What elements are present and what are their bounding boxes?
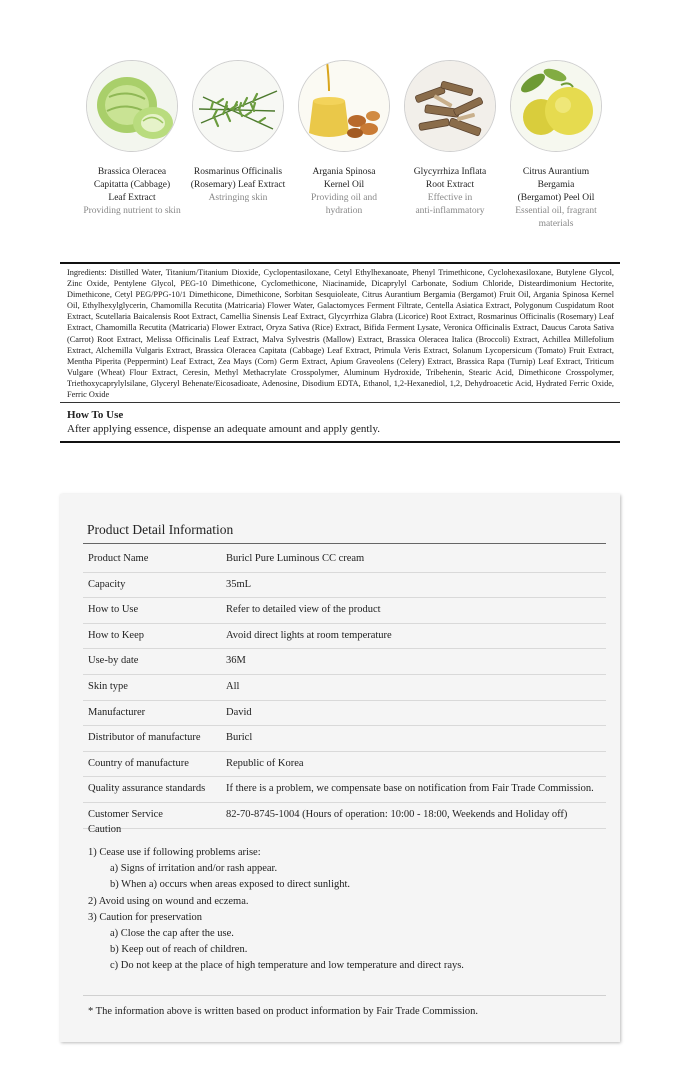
ingredient-card-bergamot (504, 60, 608, 231)
detail-value: Buricl Pure Luminous CC cream (226, 553, 365, 564)
licorice-root-icon (404, 60, 496, 152)
ingredients-section (60, 262, 620, 443)
how-to-use-title: How To Use (67, 409, 124, 422)
detail-row-how-to-use (83, 598, 606, 624)
product-detail-panel (60, 494, 620, 1042)
detail-row-product-name (83, 547, 606, 573)
detail-row-capacity (83, 573, 606, 599)
detail-row-customer-service (83, 803, 606, 829)
how-to-use-text: After applying essence, dispense an adequate amount and apply gently. (67, 423, 380, 436)
detail-key: Product Name (88, 553, 149, 564)
detail-key: Use-by date (88, 655, 139, 667)
how-to-use-section (60, 402, 620, 443)
ingredient-description: Astringing skin (208, 193, 268, 203)
ingredient-card-cabbage (80, 60, 184, 218)
detail-row-skin-type (83, 675, 606, 701)
detail-row-country (83, 752, 606, 778)
detail-row-manufacturer (83, 701, 606, 727)
detail-value: Avoid direct lights at room temperature (226, 629, 392, 641)
detail-value: 35mL (226, 578, 252, 590)
detail-value: David (226, 706, 252, 718)
detail-key: Quality assurance standards (88, 783, 206, 795)
caution-item: 2) Avoid using on wound and eczema. (88, 895, 249, 907)
ingredient-highlights (80, 60, 610, 230)
product-detail-title: Product Detail Information (87, 522, 234, 537)
detail-value: All (226, 680, 240, 692)
detail-key: How to Use (88, 604, 139, 616)
caution-title: Caution (88, 824, 122, 835)
detail-key: Customer Service (88, 808, 163, 820)
cabbage-icon (86, 60, 178, 152)
detail-key: Distributor of manufacture (88, 732, 201, 744)
ingredient-name: Brassica Oleracea Capitatta (Cabbage) Leaf Extract (93, 167, 171, 203)
detail-value: Buricl (226, 732, 253, 744)
detail-row-use-by-date (83, 649, 606, 675)
ingredient-name: Citrus Aurantium Bergamia (Bergamot) Peel Oil (517, 167, 595, 203)
detail-row-quality-assurance (83, 777, 606, 803)
ingredient-card-argan (292, 60, 396, 218)
ingredient-card-licorice (398, 60, 502, 218)
detail-row-distributor (83, 726, 606, 752)
detail-value: Republic of Korea (226, 757, 304, 769)
ingredient-name: Argania Spinosa Kernel Oil (312, 167, 376, 190)
ingredient-name: Rosmarinus Officinalis (Rosemary) Leaf Extract (190, 167, 286, 190)
ingredients-list: Ingredients: Distilled Water, Titanium/Titanium Dioxide, Cyclopentasiloxane, Cetyl Ethylhexanoate, Phenyl Trimethicone, Cyclohexasiloxane, Butylene Glycol, Zinc Oxide, Pentylene Glycol, PEG-10 Dimethicone, Cyclomethicone, Niacinamide, Dicaprylyl Carbonate, Sodium Chloride, Disteardimonium Hectorite, Dimethicone, Cetyl PEG/PPG-10/1 Dimethicone, Dimethicone, Sorbitan Sesquioleate, Citrus Aurantium Bergamia (Bergamot) Fruit Oil, Argania Spinosa Kernel Oil, Ethylhexylglycerin, Chamomilla Recutita (Matricaria) Flower Water, Galactomyces Ferment Filtrate, Centella Asiatica Extract, Polygonum Cuspidatum Root Extract, Scutellaria Baicalensis Root Extract, Camellia Sinensis Leaf Extract, Glycyrrhiza Glabra (Licorice) Root Extract, Rosmarinus Officinalis (Rosemary) Leaf Extract, Chamomilla Recutita (Matricaria) Flower Extract, Oryza Sativa (Rice) Extract, Bifida Ferment Lysate, Veronica Officinalis Extract, Daucus Carota Sativa (Carrot) Root Extract, Melissa Officinalis Leaf Extract, Malva Sylvestris (Mallow) Extract, Brassica Oleracea Italica (Broccoli) Extract, Achillea Millefolium Extract, Alchemilla Vulgaris Extract, Brassica Oleracea Capitata (Cabbage) Leaf Extract, Primula Veris Extract, Solanum Lycopersicum (Tomato) Fruit Extract, Mentha Piperita (Peppermint) Leaf Extract, Zea Mays (Corn) Germ Extract, Apium Graveolens (Celery) Extract, Brassica Rapa (Turnip) Leaf Extract, Triticum Vulgare (Wheat) Flour Extract, Ceresin, Methyl Methacrylate Crosspolymer, Aluminum Hydroxide, Tribehenin, Stearic Acid, Dimethicone Crosspolymer, Triethoxycaprylylsilane, Glyceryl Behenate/Eicosadioate, Adenosine, Disodium EDTA, Ethanol, 1,2-Hexanediol, 1,2, Dehydroacetic Acid, Hydrated Ferric Oxide, Ferric Oxide (67, 268, 614, 400)
detail-key: Skin type (88, 680, 128, 692)
caution-subitem: a) Close the cap after the use. (110, 928, 234, 940)
ingredient-name: Glycyrrhiza Inflata Root Extract (413, 167, 487, 190)
caution-item: 1) Cease use if following problems arise: (88, 847, 261, 858)
detail-key: Manufacturer (88, 706, 146, 718)
detail-value: If there is a problem, we compensate base on notification from Fair Trade Commission. (226, 783, 594, 795)
ingredient-description: Essential oil, fragrant materials (515, 206, 597, 229)
ingredient-description: Effective in anti-inflammatory (415, 193, 485, 216)
product-detail-table (83, 547, 606, 829)
detail-row-how-to-keep (83, 624, 606, 650)
footnote-divider (83, 995, 606, 996)
ingredient-description: Providing oil and hydration (311, 193, 377, 216)
footnote: * The information above is written based on product information by Fair Trade Commission. (88, 1006, 479, 1017)
caution-list (88, 845, 464, 975)
caution-subitem: c) Do not keep at the place of high temperature and low temperature and direct rays. (110, 960, 464, 972)
detail-value: 82-70-8745-1004 (Hours of operation: 10:00 - 18:00, Weekends and Holiday off) (226, 808, 568, 820)
rosemary-icon (192, 60, 284, 152)
ingredient-description: Providing nutrient to skin (83, 206, 181, 216)
caution-subitem: b) Keep out of reach of children. (110, 944, 248, 956)
detail-key: Country of manufacture (88, 757, 189, 769)
ingredient-card-rosemary (186, 60, 290, 205)
bergamot-icon (510, 60, 602, 152)
caution-item: 3) Caution for preservation (88, 911, 203, 923)
caution-subitem: b) When a) occurs when areas exposed to direct sunlight. (110, 879, 351, 891)
caution-subitem: a) Signs of irritation and/or rash appear. (110, 863, 278, 875)
detail-value: 36M (226, 655, 246, 667)
title-divider (83, 543, 606, 544)
argan-oil-icon (298, 60, 390, 152)
detail-key: Capacity (88, 578, 126, 590)
detail-key: How to Keep (88, 629, 144, 641)
detail-value: Refer to detailed view of the product (226, 604, 381, 616)
